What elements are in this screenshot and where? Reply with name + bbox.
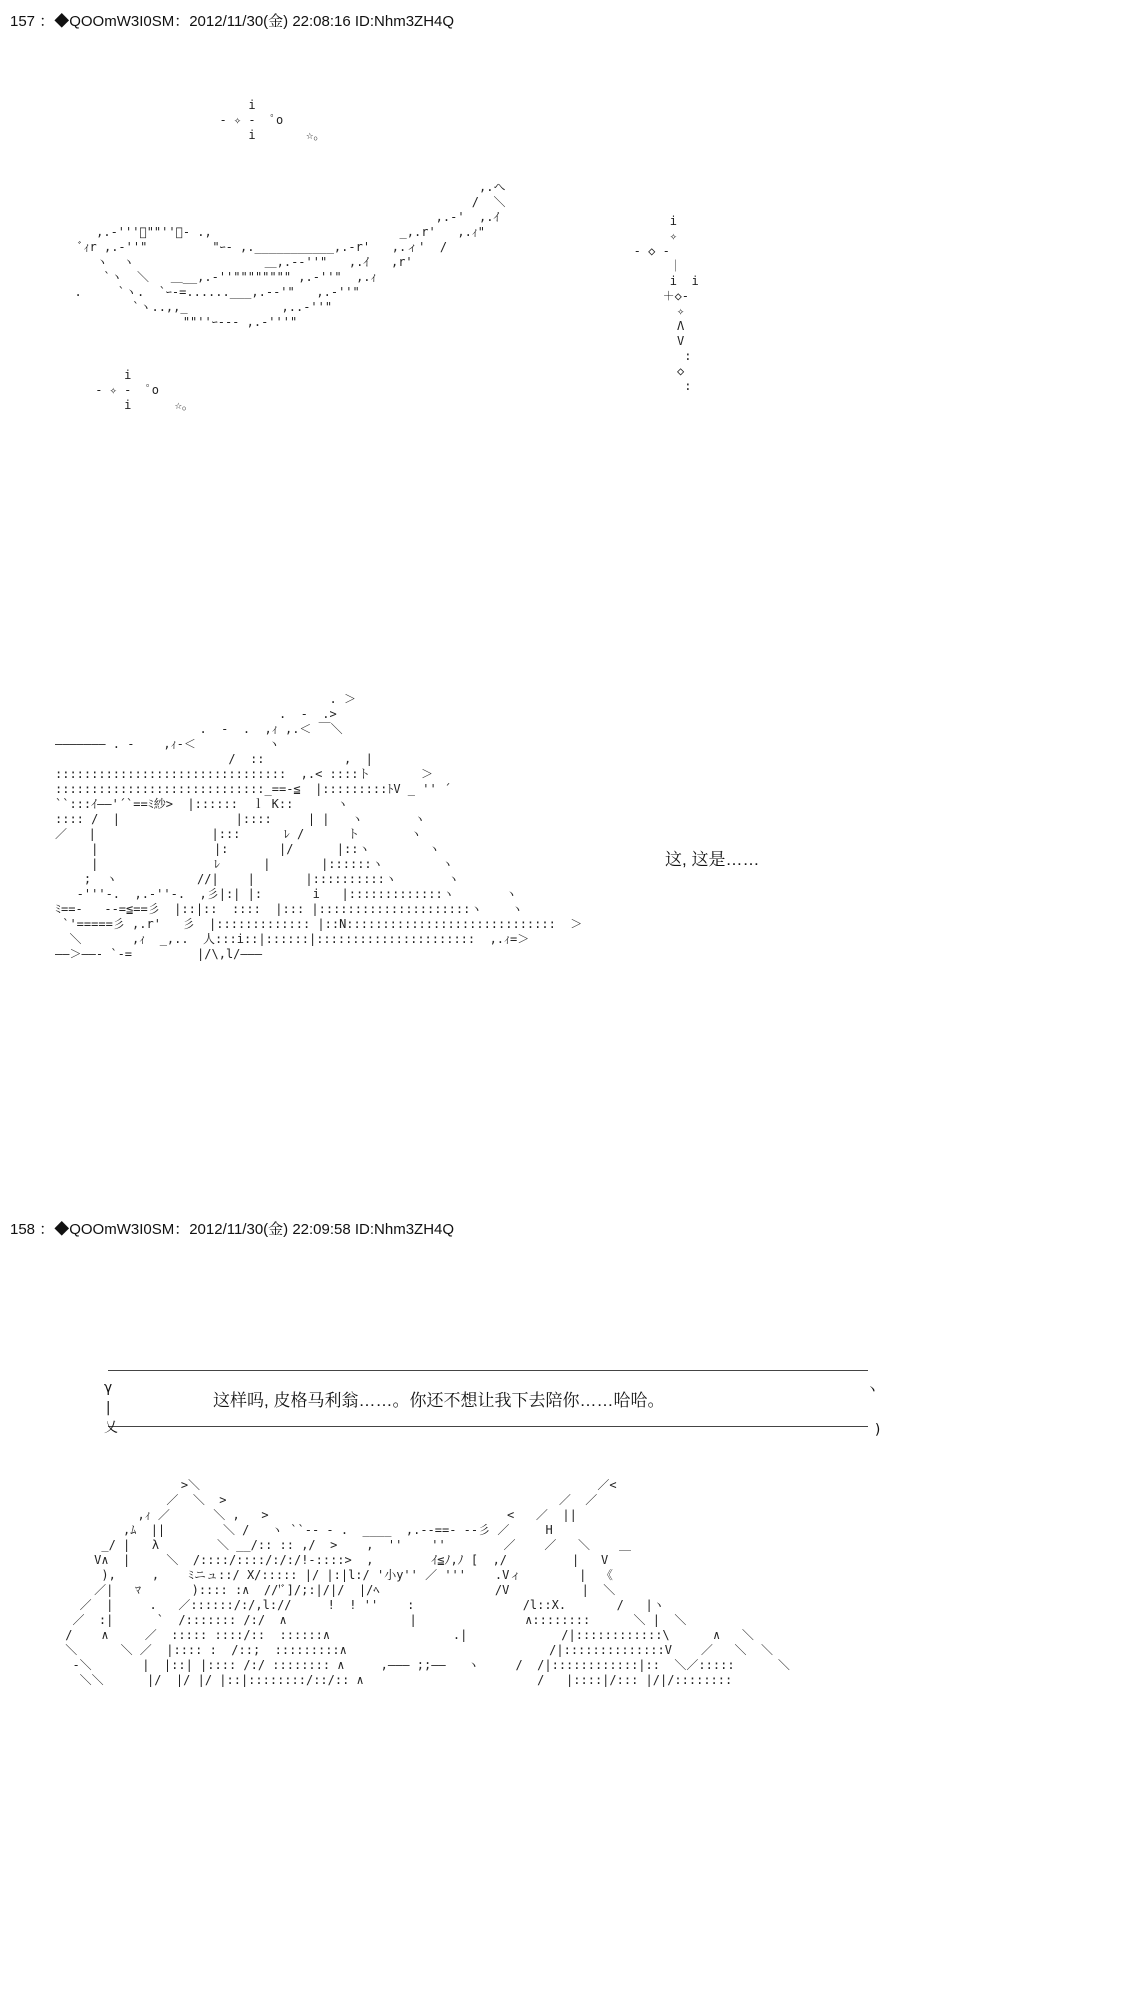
dialogue-157: 这, 这是……: [665, 850, 760, 869]
ascii-art-sparkles-left: i - ✧ - ﾟo i ☆。: [95, 368, 194, 412]
ascii-art-banana: ,.へ / ＼ ,.-' ,.ｲ ,.-'''ﾞ""''ｰ- ., _,.r' ,.ｨ" ﾞｨr ,.-''" "ｰ- ,.___________,.-r' ,.ィ' / ヽ ヽ ＿,.-‐''" ,.ｲ ,r' `ヽ ＼ ＿__,.-''"""""""" ,.-''" ,.ｨ . `ヽ. `ｰ-=......___,.--'" ,.-''" `ヽ..,,_ ,..-''" ""''ｰ--- ,.-'''": [74, 180, 506, 329]
ascii-art-ship: . ＞ . - .> . - . ,ｨ ,.＜ ￣＼ ——————— . - ,ｨ-＜ ヽ / :: , | :::::::::::::::::::::::::::::::: ,.< ::::ト ＞ :::::::::::::::::::::::::::::_==-≦ |:::::::::ﾄV _ '' ´ ``:::ｲ——'´`==ﾐ紗> |:::::: ｌ K:: ヽ :::: / | |:::: | | ヽ ヽ ／ | |::: ﾚ / ト ヽ | |: |/ |::ヽ ヽ | ﾚ | |::::::ヽ ヽ ; ヽ //| | |::::::::::ヽ ヽ -'''-. ,.-''-. ,彡|:| |: i |:::::::::::::ヽ ヽ ﾐ==- --=≦==彡 |::|:: :::: |::: |:::::::::::::::::::::ヽ ヽ `'=====彡 ,.r' 彡 |::::::::::::: |::N::::::::::::::::::::::::::::: ＞ ＼ ,ｨ _,.. 人:::i::|::::::|:::::::::::::::::::::: ,.ｨ=＞ ——＞——- `-= |/\,l/———: [55, 692, 583, 961]
speech-bubble: [104, 1370, 882, 1438]
bubble-top-border: [108, 1370, 868, 1371]
ascii-art-sparkles-right: i ✧ ‐ ◇ ‐ ｜ i i ＋◇‐ ✧ Λ V : ◇ :: [633, 214, 699, 393]
post-header-157: 157 ：◆QOOmW3I0SM：2012/11/30(金) 22:08:16 ID:Nhm3ZH4Q: [10, 13, 455, 30]
post-header-158: 158 ：◆QOOmW3I0SM：2012/11/30(金) 22:09:58 ID:Nhm3ZH4Q: [10, 1221, 455, 1238]
bubble-bottom-border: [108, 1426, 868, 1427]
ascii-art-sparkles-top-left: i - ✧ - ﾟo i ☆。: [219, 98, 326, 142]
ascii-art-figures: >＼ ／< ／ ＼ > ／ ／ ,ｨ ／ ＼ , > < ／ || ,ﾑ || ＼ / ヽ ``-- - . ____ ,.--==- -‐彡 ／ H _/ | λ ＼ __/:: :: ,/ > , '' '' ／ ／ ＼ ＿ V∧ | ＼ /::::/::::/:/:/!-::::> , ｲ≦ﾉ,ﾉ [ ,/ | V ), , ﾐニュ::/ X/::::: |/ |:|l:/ '小y'' ／ ''' .Vィ | 《 ／| ﾏ ):::: :∧ //'ﾞ]/;:|/|/ |/ﾍ /V | ＼ ／ | . ／::::::/:/,l:// ! ! '' : /l::X. / |ヽ ／ :| ` /::::::: /:/ ∧ | ∧:::::::: ＼ | ＼ / ∧ ／ ::::: ::::/:: ::::::∧ .| /|::::::::::::\ ∧ ＼ ＼ ＼ ／ |:::: : /::; :::::::::∧ /|::::::::::::::V ／ ＼ ＼ -＼ | |::| |:::: /:/ :::::::: ∧ ,——— ;;—— ヽ / /|::::::::::::|:: ＼／::::: ＼ ＼＼ |/ |/ |/ |::|::::::::/::/:: ∧ / |::::|/::: |/|/::::::::: [65, 1478, 790, 1687]
dialogue-158: 这样吗, 皮格马利翁……。你还不想让我下去陪你……哈哈。: [213, 1391, 665, 1410]
bubble-left-edge: γ | 乂: [104, 1380, 118, 1436]
bubble-right-edge: ヽ ): [865, 1382, 882, 1438]
